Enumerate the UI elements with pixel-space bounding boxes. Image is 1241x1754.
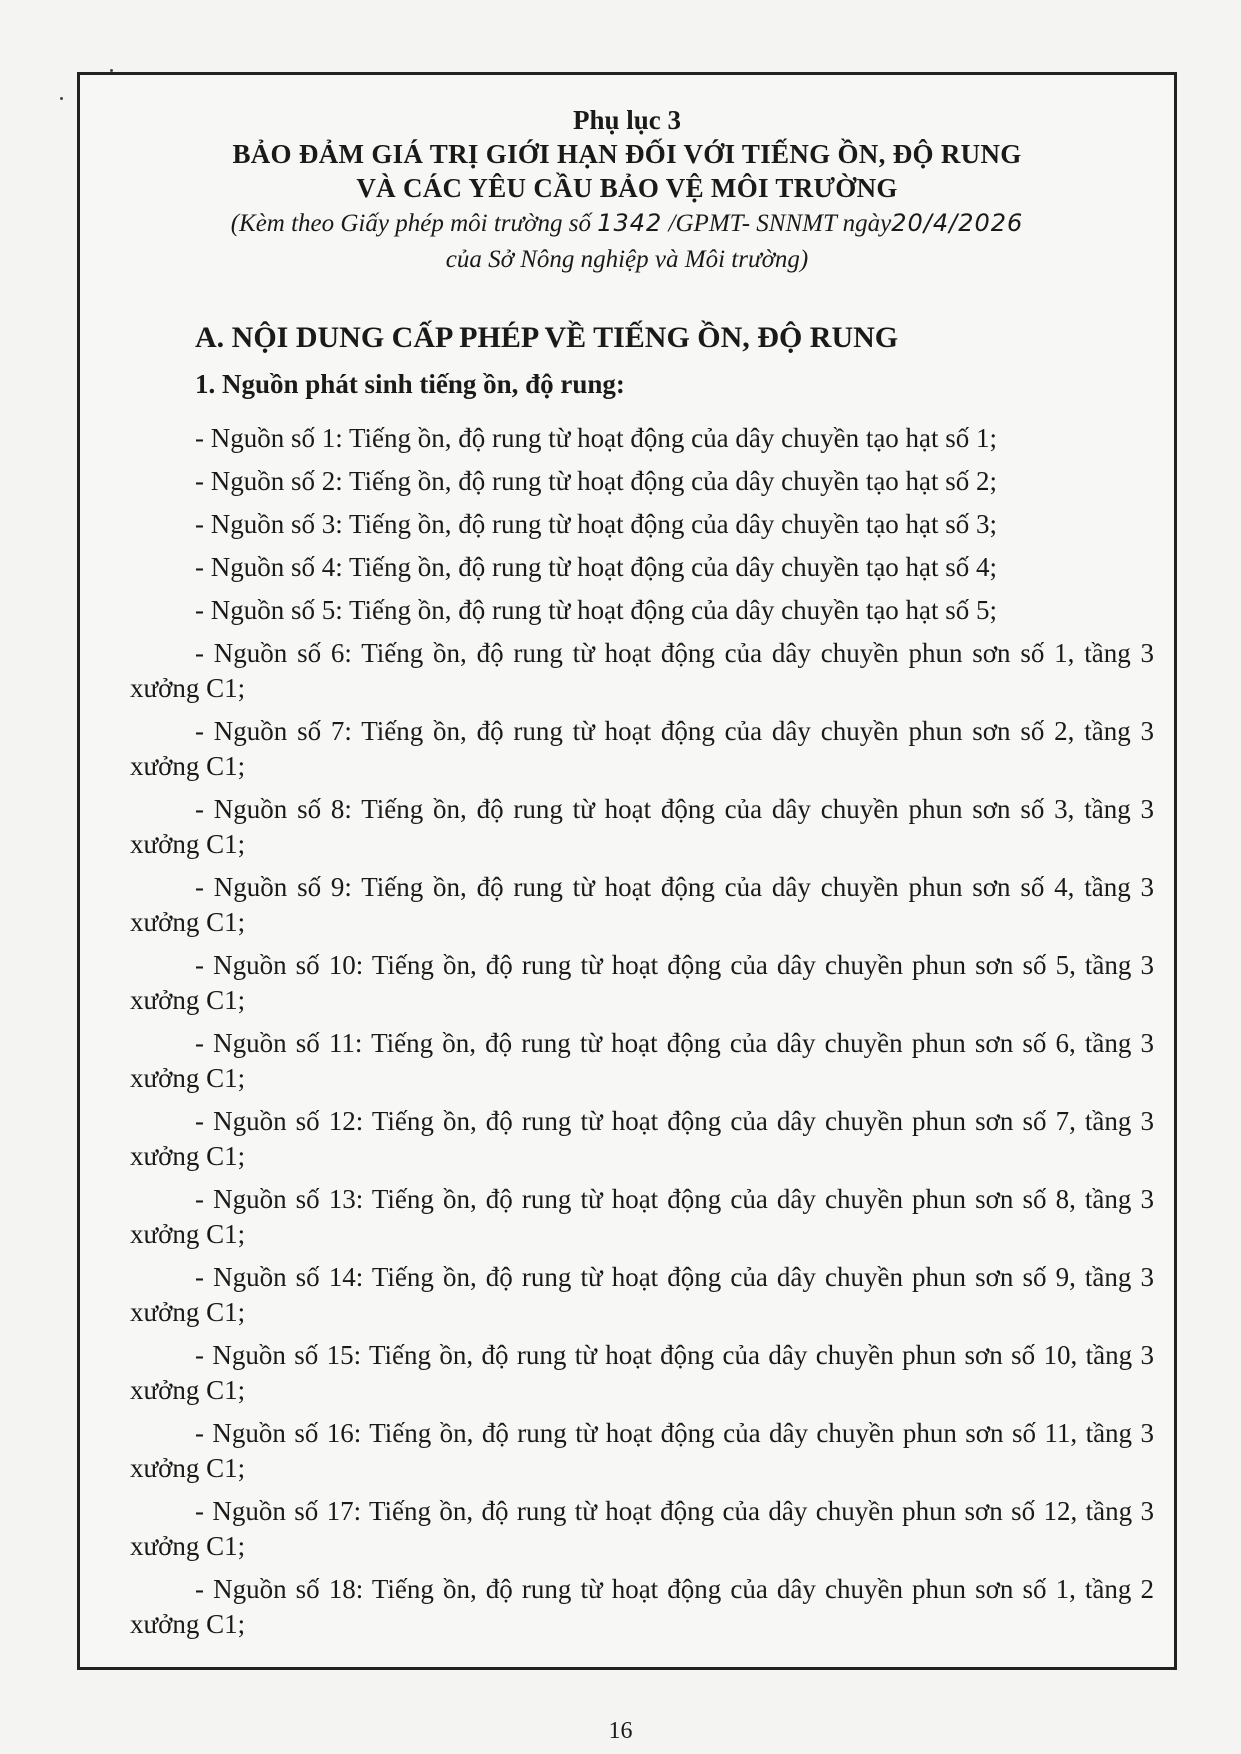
list-item: - Nguồn số 10: Tiếng ồn, độ rung từ hoạt động của dây chuyền phun sơn số 5, tầng 3 xưởng C1;: [130, 950, 1154, 1015]
list-item: - Nguồn số 1: Tiếng ồn, độ rung từ hoạt động của dây chuyền tạo hạt số 1;: [195, 423, 998, 453]
list-item: - Nguồn số 6: Tiếng ồn, độ rung từ hoạt động của dây chuyền phun sơn số 1, tầng 3 xưởng C1;: [130, 638, 1154, 703]
page-number: 16: [608, 1718, 633, 1744]
list-item: - Nguồn số 7: Tiếng ồn, độ rung từ hoạt động của dây chuyền phun sơn số 2, tầng 3 xưởng C1;: [130, 716, 1154, 781]
scan-speck: [60, 97, 63, 100]
title-line-2: VÀ CÁC YÊU CẦU BẢO VỆ MÔI TRƯỜNG: [356, 173, 898, 203]
appendix-label: Phụ lục 3: [572, 105, 682, 135]
subtitle-mid: /GPMT- SNNMT ngày: [668, 210, 892, 237]
list-item: - Nguồn số 13: Tiếng ồn, độ rung từ hoạt động của dây chuyền phun sơn số 8, tầng 3 xưởng C1;: [130, 1184, 1154, 1249]
title-line-1: BẢO ĐẢM GIÁ TRỊ GIỚI HẠN ĐỐI VỚI TIẾNG ỒN, ĐỘ RUNG: [232, 139, 1022, 169]
list-item: - Nguồn số 16: Tiếng ồn, độ rung từ hoạt động của dây chuyền phun sơn số 11, tầng 3 xưởng C1;: [130, 1418, 1154, 1483]
list-item: - Nguồn số 2: Tiếng ồn, độ rung từ hoạt động của dây chuyền tạo hạt số 2;: [195, 466, 998, 496]
subsection-1-heading: 1. Nguồn phát sinh tiếng ồn, độ rung:: [195, 369, 625, 399]
list-item: - Nguồn số 12: Tiếng ồn, độ rung từ hoạt động của dây chuyền phun sơn số 7, tầng 3 xưởng C1;: [130, 1106, 1154, 1171]
subtitle-line-1: [80, 205, 1174, 242]
noise-source-list: [130, 421, 1154, 1650]
list-item: - Nguồn số 17: Tiếng ồn, độ rung từ hoạt động của dây chuyền phun sơn số 12, tầng 3 xưởng C1;: [130, 1496, 1154, 1561]
list-item: - Nguồn số 5: Tiếng ồn, độ rung từ hoạt động của dây chuyền tạo hạt số 5;: [195, 595, 998, 625]
document-header: [80, 103, 1174, 278]
page-frame: [77, 72, 1177, 1670]
list-item: - Nguồn số 18: Tiếng ồn, độ rung từ hoạt động của dây chuyền phun sơn số 1, tầng 2 xưởng C1;: [130, 1574, 1154, 1639]
list-item: - Nguồn số 4: Tiếng ồn, độ rung từ hoạt động của dây chuyền tạo hạt số 4;: [195, 552, 998, 582]
subtitle-prefix: (Kèm theo Giấy phép môi trường số: [230, 210, 591, 237]
subtitle-line-2: của Sở Nông nghiệp và Môi trường): [445, 246, 809, 273]
permit-number: 1342: [597, 209, 663, 237]
list-item: - Nguồn số 11: Tiếng ồn, độ rung từ hoạt động của dây chuyền phun sơn số 6, tầng 3 xưởng C1;: [130, 1028, 1154, 1093]
list-item: - Nguồn số 14: Tiếng ồn, độ rung từ hoạt động của dây chuyền phun sơn số 9, tầng 3 xưởng C1;: [130, 1262, 1154, 1327]
section-a-heading: A. NỘI DUNG CẤP PHÉP VỀ TIẾNG ỒN, ĐỘ RUNG: [195, 321, 899, 354]
list-item: - Nguồn số 9: Tiếng ồn, độ rung từ hoạt động của dây chuyền phun sơn số 4, tầng 3 xưởng C1;: [130, 872, 1154, 937]
permit-date: 20/4/2026: [891, 209, 1024, 237]
list-item: - Nguồn số 3: Tiếng ồn, độ rung từ hoạt động của dây chuyền tạo hạt số 3;: [195, 509, 998, 539]
scan-speck: [110, 69, 113, 72]
list-item: - Nguồn số 15: Tiếng ồn, độ rung từ hoạt động của dây chuyền phun sơn số 10, tầng 3 xưởng C1;: [130, 1340, 1154, 1405]
list-item: - Nguồn số 8: Tiếng ồn, độ rung từ hoạt động của dây chuyền phun sơn số 3, tầng 3 xưởng C1;: [130, 794, 1154, 859]
